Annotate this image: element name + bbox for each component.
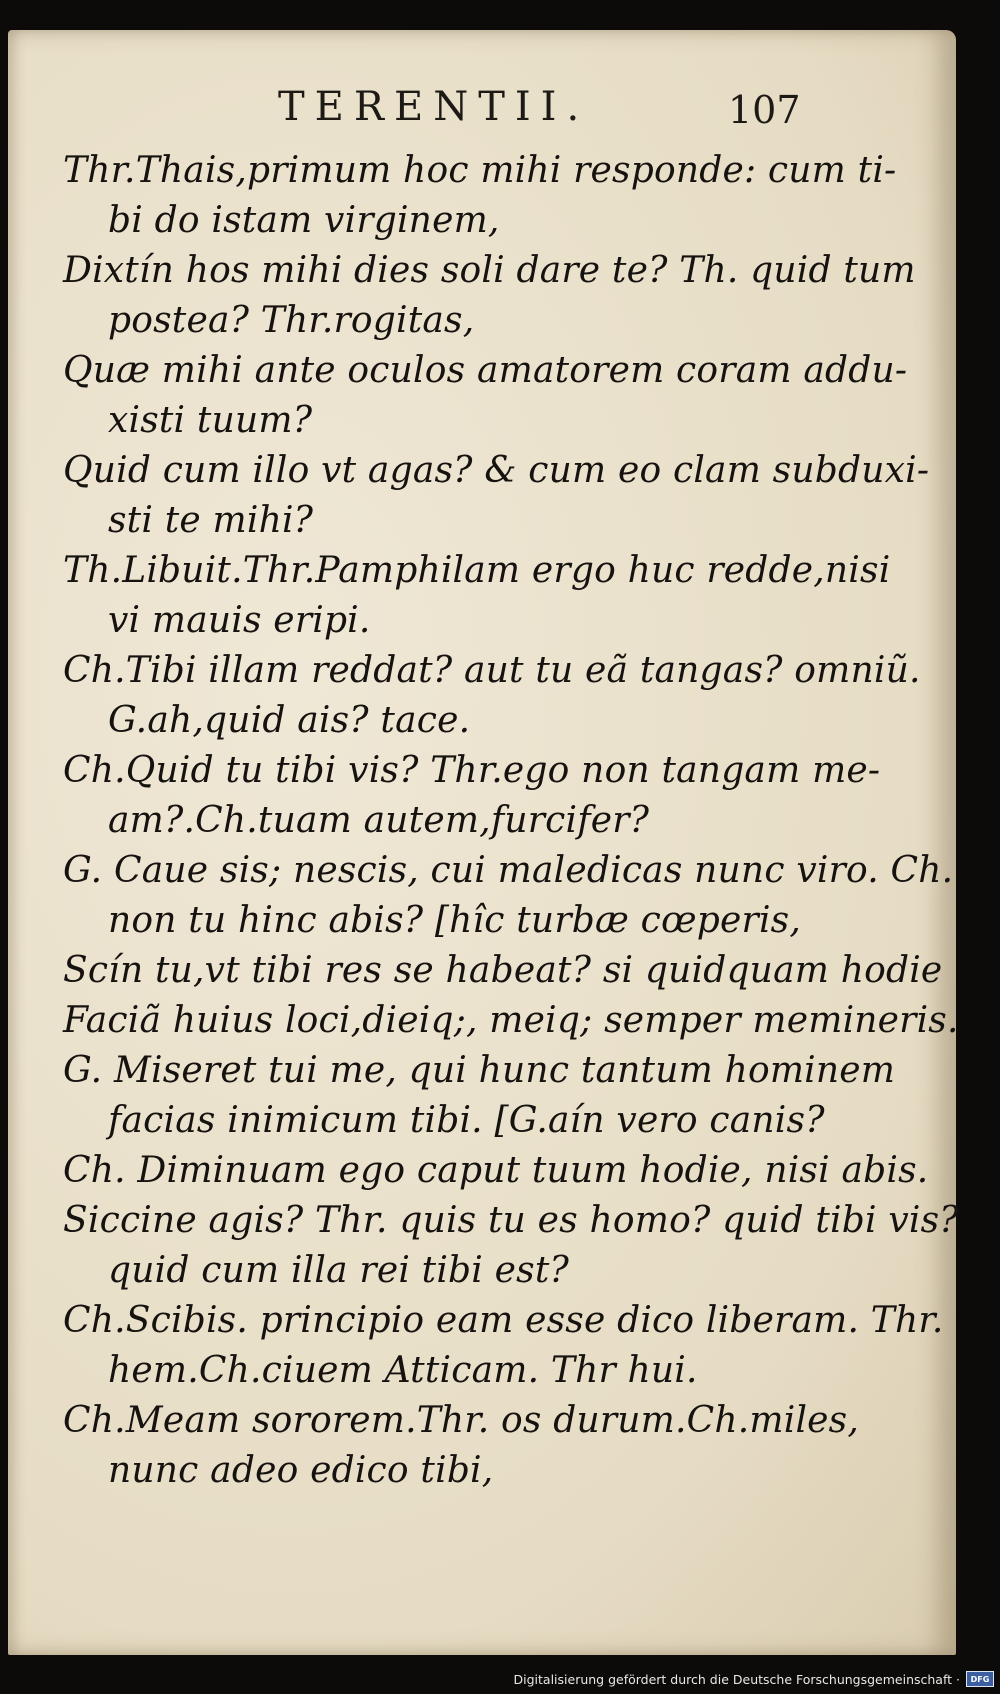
- text-line: facias inimicum tibi. [G.aín vero canis?: [108, 1100, 825, 1141]
- credit-text: Digitalisierung gefördert durch die Deutsche Forschungsgemeinschaft ·: [513, 1671, 960, 1687]
- text-line: am?.Ch.tuam autem,furcifer?: [108, 800, 650, 841]
- text-line: Faciã huius loci,dieiq;, meiq; semper memineris.: [63, 1000, 959, 1041]
- text-line: quid cum illa rei tibi est?: [108, 1250, 570, 1291]
- text-line: vi mauis eripi.: [108, 600, 371, 641]
- text-line: postea? Thr.rogitas,: [108, 300, 475, 341]
- text-line: Ch. Diminuam ego caput tuum hodie, nisi abis.: [63, 1150, 929, 1191]
- text-line: Ch.Quid tu tibi vis? Thr.ego non tangam me-: [63, 750, 881, 791]
- text-line: sti te mihi?: [108, 500, 314, 541]
- text-line: Ch.Meam sororem.Thr. os durum.Ch.miles,: [63, 1400, 860, 1441]
- text-line: Quid cum illo vt agas? & cum eo clam subduxi-: [63, 450, 930, 491]
- digitization-credit: [514, 1670, 995, 1688]
- text-line: hem.Ch.ciuem Atticam. Thr hui.: [108, 1350, 698, 1391]
- text-line: G.ah,quid ais? tace.: [108, 700, 471, 741]
- text-line: xisti tuum?: [108, 400, 313, 441]
- text-block: [8, 30, 959, 1655]
- text-line: Siccine agis? Thr. quis tu es homo? quid tibi vis?: [63, 1200, 959, 1241]
- text-line: Thr.Thais,primum hoc mihi responde: cum ti-: [63, 150, 897, 191]
- text-line: Ch.Tibi illam reddat? aut tu eã tangas? omniũ.: [63, 650, 921, 691]
- text-line: nunc adeo edico tibi,: [108, 1450, 494, 1491]
- book-page: [8, 30, 959, 1655]
- text-line: bi do istam virginem,: [108, 200, 500, 241]
- text-line: Ch.Scibis. principio eam esse dico liberam. Thr.: [63, 1300, 944, 1341]
- text-line: Dixtín hos mihi dies soli dare te? Th. quid tum: [63, 250, 916, 291]
- text-line: G. Miseret tui me, qui hunc tantum hominem: [63, 1050, 896, 1091]
- page-number: 107: [728, 88, 801, 132]
- text-line: Scín tu,vt tibi res se habeat? si quidquam hodie: [63, 950, 943, 991]
- text-line: Th.Libuit.Thr.Pamphilam ergo huc redde,nisi: [63, 550, 891, 591]
- dfg-logo: DFG: [966, 1671, 994, 1687]
- running-title: TERENTII.: [278, 84, 590, 130]
- text-line: G. Caue sis; nescis, cui maledicas nunc viro. Ch.: [63, 850, 954, 891]
- text-line: Quæ mihi ante oculos amatorem coram addu-: [63, 350, 908, 391]
- text-line: non tu hinc abis? [hîc turbæ cœperis,: [108, 900, 801, 941]
